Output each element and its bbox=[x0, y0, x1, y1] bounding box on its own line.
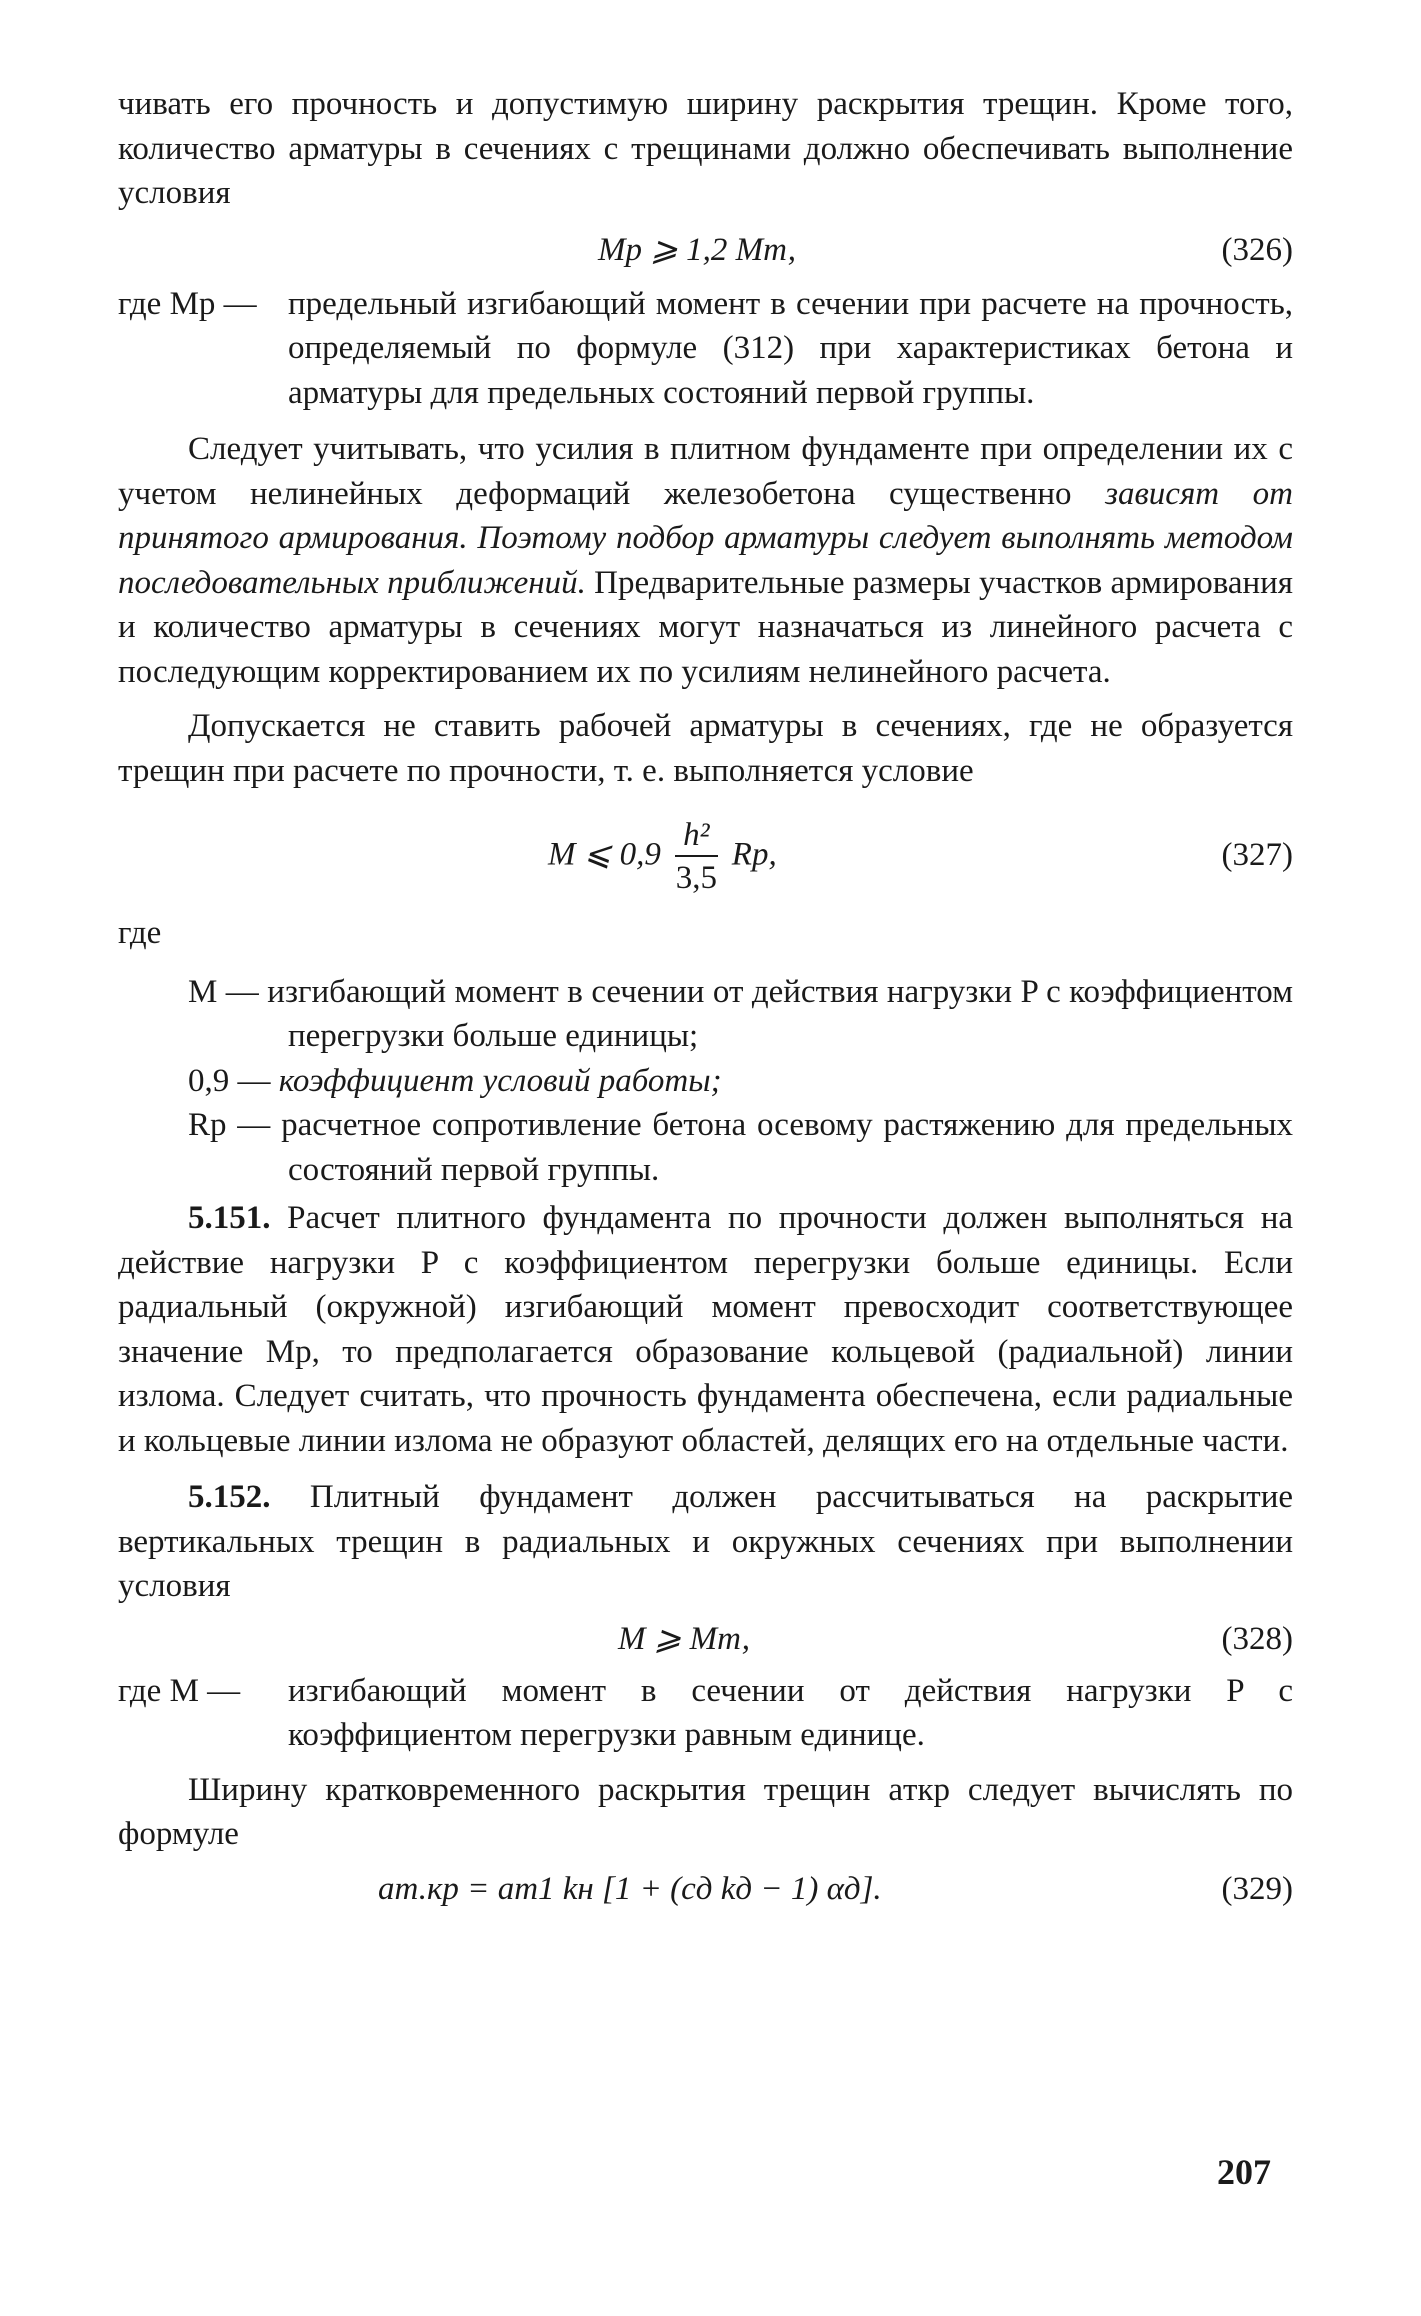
formula-327-left: M ⩽ 0,9 bbox=[548, 836, 661, 873]
formula-327 bbox=[118, 807, 1293, 903]
paragraph-2-end: Предварительные размеры участков армирования и количество арматуры в сечениях могут назначаться из линейного расчета с последующим корректированием их по усилиям нелинейного расчета. bbox=[118, 564, 1293, 690]
formula-327-right: Rр, bbox=[731, 836, 777, 873]
definition-item bbox=[118, 1103, 1293, 1192]
text-block-top bbox=[118, 82, 1293, 1913]
formula-327-denominator: 3,5 bbox=[675, 860, 717, 896]
section-5-152-number: 5.152. bbox=[188, 1479, 271, 1515]
formula-326 bbox=[118, 228, 1293, 274]
definition-328 bbox=[118, 1669, 1293, 1758]
paragraph-3: Допускается не ставить рабочей арматуры в сечениях, где не образуется трещин при расчете по прочности, т. е. выполняется условие bbox=[118, 708, 1293, 789]
where-label: где bbox=[118, 915, 162, 951]
definition-328-term: где M — bbox=[118, 1672, 241, 1709]
formula-326-expression: Mр ⩾ 1,2 Mт, bbox=[598, 231, 797, 268]
formula-328 bbox=[118, 1617, 1293, 1663]
formula-327-fraction bbox=[675, 815, 717, 899]
definition-326 bbox=[118, 282, 1293, 416]
paragraph-4: Ширину кратковременного раскрытия трещин aткр следует вычислять по формуле bbox=[118, 1771, 1293, 1852]
paragraph-2 bbox=[118, 427, 1293, 694]
definition-item-text: изгибающий момент в сечении от действия нагрузки P с коэффициентом перегрузки больше единицы; bbox=[267, 973, 1294, 1054]
definition-item-term: M — bbox=[188, 973, 259, 1010]
formula-329 bbox=[118, 1867, 1293, 1913]
paragraph-2-start: Следует учитывать, что усилия в плитном фундаменте при определении их с учетом нелинейных деформаций железобетона существенно bbox=[118, 431, 1293, 512]
formula-327-number: (327) bbox=[1221, 837, 1293, 873]
section-5-152 bbox=[118, 1475, 1293, 1609]
definition-item bbox=[118, 1059, 1293, 1104]
formula-328-expression: M ⩾ Mт, bbox=[618, 1620, 751, 1657]
section-5-151-number: 5.151. bbox=[188, 1200, 271, 1236]
definition-328-body: изгибающий момент в сечении от действия нагрузки P с коэффициентом перегрузки равным единице. bbox=[288, 1672, 1293, 1753]
paragraph-2-italic: зависят от принятого армирования. Поэтому подбор арматуры следует выполнять методом последовательных приближений. bbox=[118, 475, 1293, 601]
paragraph-1: чивать его прочность и допустимую ширину раскрытия трещин. Кроме того, количество арматуры в сечениях с трещинами должно обеспечивать выполнение условия bbox=[118, 86, 1293, 211]
definition-item-term: Rр — bbox=[188, 1107, 271, 1143]
definition-326-body: предельный изгибающий момент в сечении при расчете на прочность, определяемый по формуле (312) при характеристиках бетона и арматуры для предельных состояний первой группы. bbox=[288, 285, 1293, 411]
formula-328-number: (328) bbox=[1221, 1620, 1293, 1657]
section-5-152-text: Плитный фундамент должен рассчитываться на раскрытие вертикальных трещин в радиальных и окружных сечениях при выполнении условия bbox=[118, 1479, 1294, 1604]
formula-329-expression: aт.кр = aт1 kн [1 + (cд kд − 1) αд]. bbox=[378, 1870, 882, 1907]
definition-326-term: где Mр — bbox=[118, 285, 257, 322]
definition-item bbox=[118, 970, 1293, 1059]
formula-329-number: (329) bbox=[1221, 1870, 1293, 1907]
section-5-151-text: Расчет плитного фундамента по прочности должен выполняться на действие нагрузки P с коэффициентом перегрузки больше единицы. Если радиальный (окружной) изгибающий момент превосходит соответствующее значение Mр, то предполагается образование кольцевой (радиальной) линии излома. Следует считать, что прочность фундамента обеспечена, если радиальные и кольцевые линии излома не образуют областей, делящих его на отдельные части. bbox=[118, 1200, 1294, 1459]
section-5-151 bbox=[118, 1196, 1293, 1463]
definition-item-term: 0,9 — bbox=[188, 1062, 271, 1099]
page-number: 207 bbox=[1217, 2152, 1271, 2192]
formula-327-expression bbox=[548, 815, 777, 899]
definition-list-327 bbox=[118, 970, 1293, 1193]
formula-327-numerator: h² bbox=[675, 815, 717, 857]
definition-item-text: расчетное сопротивление бетона осевому растяжению для предельных состояний первой группы. bbox=[281, 1107, 1294, 1188]
definition-item-text: коэффициент условий работы; bbox=[278, 1062, 722, 1099]
formula-326-number: (326) bbox=[1221, 231, 1293, 268]
